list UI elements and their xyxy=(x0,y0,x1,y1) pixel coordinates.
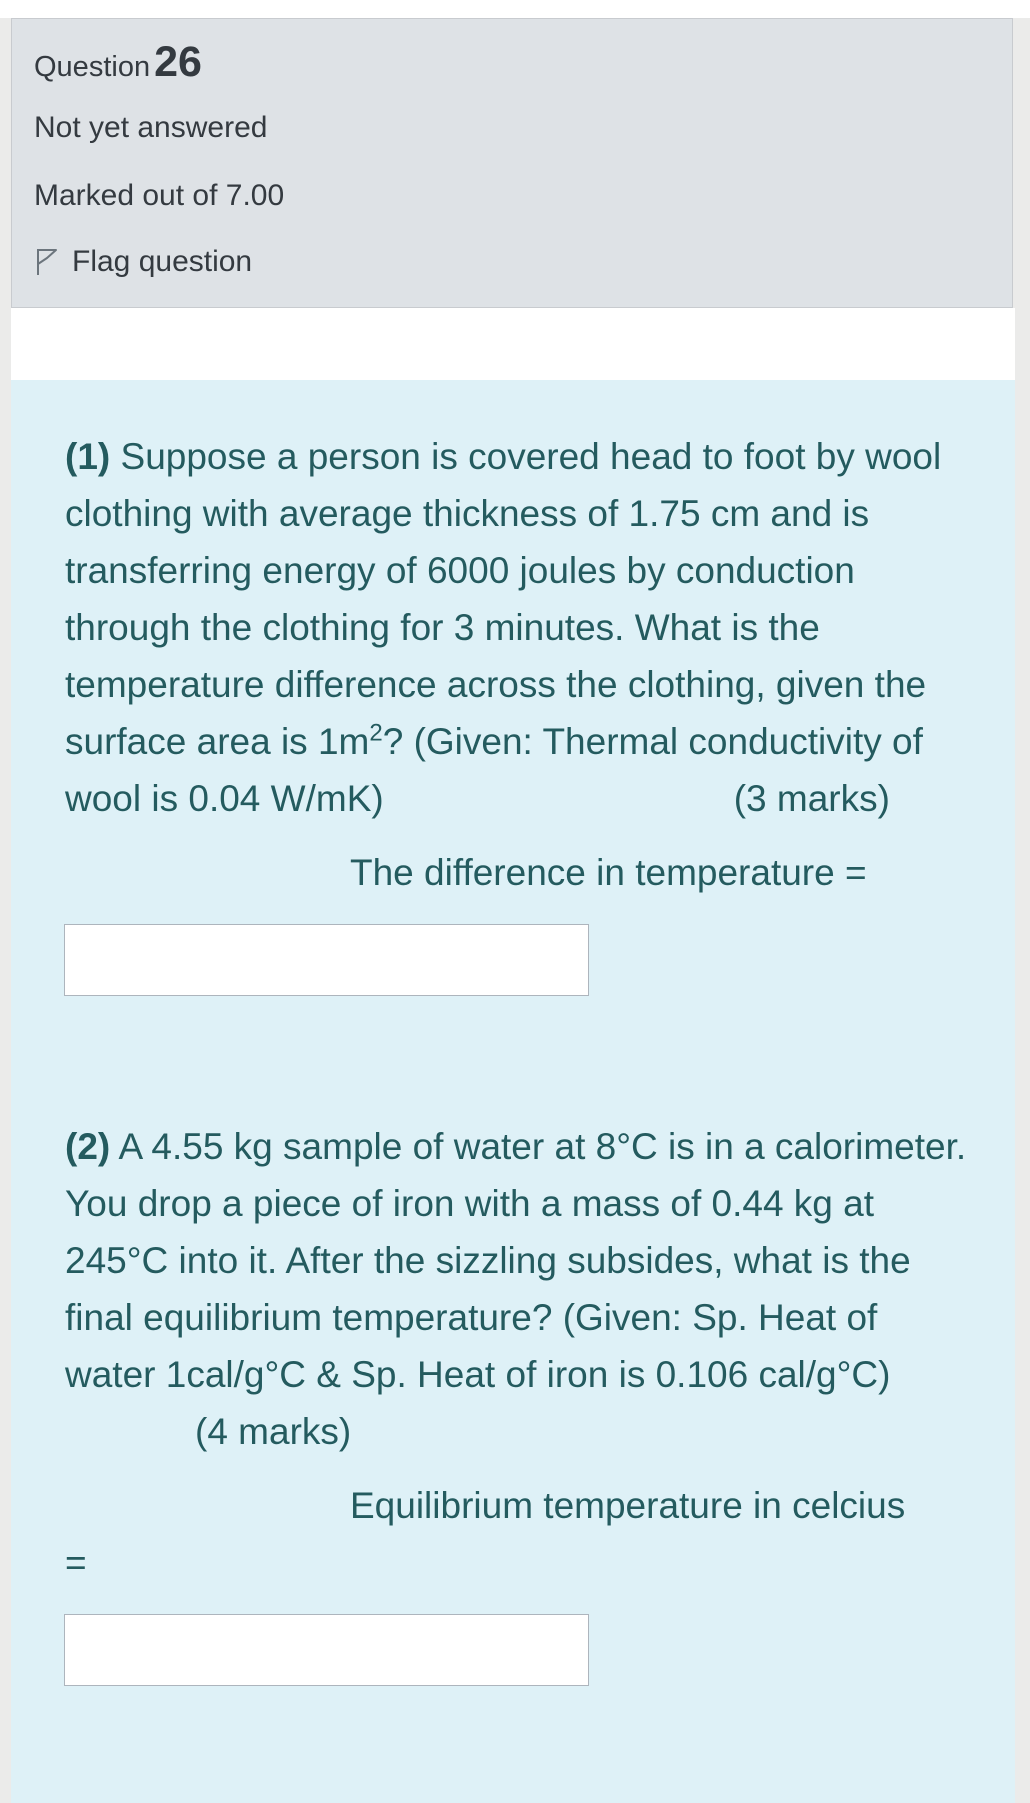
part-1-text-a: Suppose a person is covered head to foot by wool clothing with average thickness of 1.75 cm and is transferring energy of 6000 joules by conduction through the clothing for 3 minutes. What is the temperature difference across the clothing, given the surface area is 1m xyxy=(65,436,942,762)
part-1-text-b: ? (Given: Thermal conductivity of wool is 0.04 W/mK) xyxy=(65,721,923,819)
question-number: 26 xyxy=(154,38,202,86)
question-content xyxy=(11,380,1015,1803)
question-part-1-text xyxy=(65,428,975,827)
question-marks: Marked out of 7.00 xyxy=(34,179,285,212)
flag-icon xyxy=(34,247,58,277)
part-2-marks: (4 marks) xyxy=(195,1411,352,1452)
part-1-marks: (3 marks) xyxy=(733,778,890,819)
part-1-answer-label: The difference in temperature = xyxy=(350,852,867,893)
flag-question-button[interactable] xyxy=(34,245,252,279)
part-2-answer-label-equals: = xyxy=(65,1542,87,1583)
question-number-label xyxy=(34,37,202,89)
question-part-2-text xyxy=(65,1118,975,1460)
question-info-panel xyxy=(11,18,1013,308)
part-1-superscript: 2 xyxy=(369,719,383,747)
part-2-text: A 4.55 kg sample of water at 8°C is in a calorimeter. You drop a piece of iron with a mass of 0.44 kg at 245°C into it. After the sizzling subsides, what is the final equilibrium temperature? (Given: Sp. Heat of water 1cal/g°C & Sp. Heat of iron is 0.106 cal/g°C) xyxy=(65,1126,967,1395)
part-2-prefix: (2) xyxy=(65,1126,111,1167)
part-2-answer-label: Equilibrium temperature in celcius xyxy=(350,1485,906,1526)
top-strip xyxy=(0,0,1030,18)
part-1-prefix: (1) xyxy=(65,436,111,477)
question-word: Question xyxy=(34,51,151,83)
part-2-answer-input[interactable] xyxy=(64,1614,589,1686)
part-1-answer-input[interactable] xyxy=(64,924,589,996)
spacer xyxy=(11,308,1015,380)
flag-question-label: Flag question xyxy=(72,245,253,278)
question-status: Not yet answered xyxy=(34,111,268,144)
